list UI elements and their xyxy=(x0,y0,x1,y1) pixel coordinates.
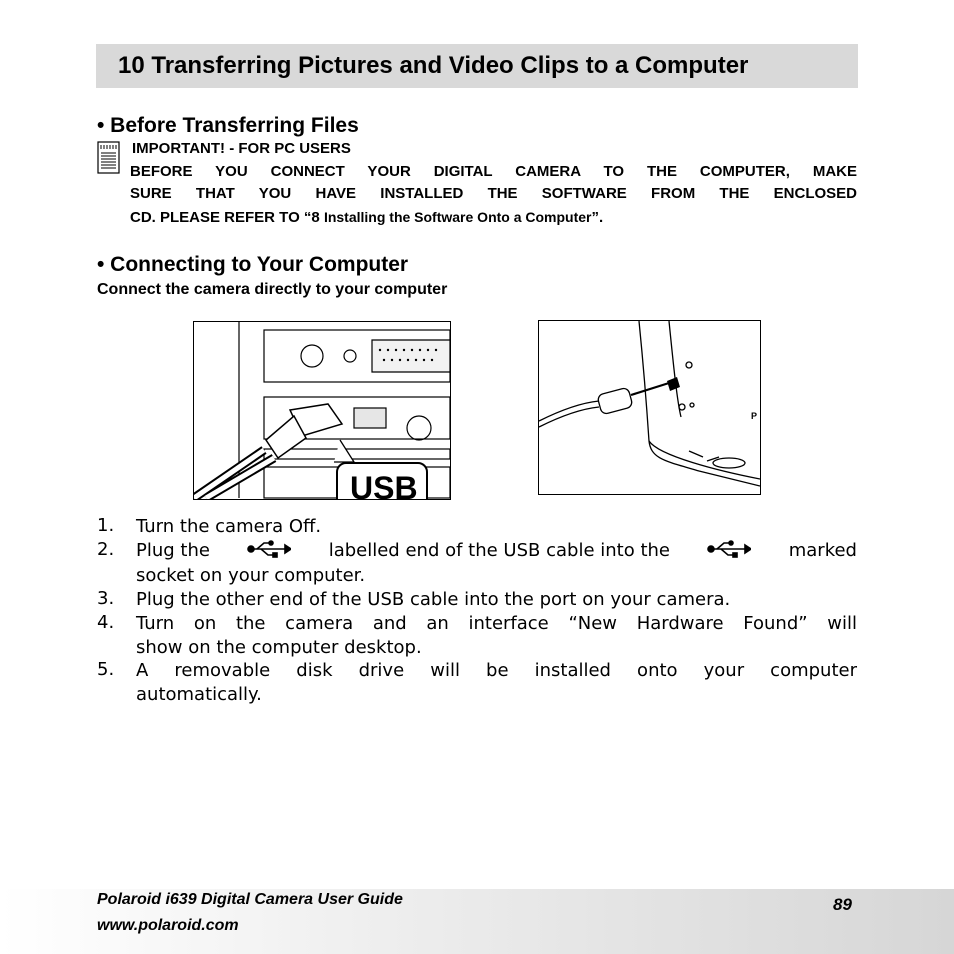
footer-url[interactable]: www.polaroid.com xyxy=(97,917,239,934)
important-note-line-3 xyxy=(130,209,603,227)
step-4-line-2: show on the computer desktop. xyxy=(136,637,422,658)
step-4-number: 4. xyxy=(97,612,115,633)
usb-symbol-icon xyxy=(247,539,291,559)
section-heading-before-transferring: • Before Transferring Files xyxy=(97,114,359,137)
step-3-text: Plug the other end of the USB cable into the port on your camera. xyxy=(136,589,731,610)
step-1-text: Turn the camera Off. xyxy=(136,516,322,537)
page-title: 10 Transferring Pictures and Video Clips to a Computer xyxy=(96,44,858,88)
note-ref-title: Installing the Software Onto a Computer xyxy=(323,209,592,225)
important-note-line-2: SURE THAT YOU HAVE INSTALLED THE SOFTWARE FROM THE ENCLOSED xyxy=(130,185,857,202)
step-2-number: 2. xyxy=(97,539,115,560)
important-note-label: IMPORTANT! - FOR PC USERS xyxy=(132,140,351,157)
usb-badge: USB xyxy=(350,470,418,506)
step-5-line-1: A removable disk drive will be installed onto your computer xyxy=(136,660,857,681)
camera-usb-port-illustration xyxy=(538,320,761,495)
panel-letter-mark: P xyxy=(751,411,758,421)
note-ref-prefix: CD. PLEASE REFER TO “8 xyxy=(130,209,324,226)
note-ref-suffix: ”. xyxy=(591,209,604,226)
section-subheading: Connect the camera directly to your computer xyxy=(97,281,448,298)
step-4-line-1: Turn on the camera and an interface “New Hardware Found” will xyxy=(136,613,857,634)
step-2-line-2: socket on your computer. xyxy=(136,565,366,586)
footer-guide-title: Polaroid i639 Digital Camera User Guide xyxy=(97,891,403,908)
step-2-line-1 xyxy=(136,539,857,563)
step-2-part-1: Plug the xyxy=(136,540,210,561)
important-note-line-1: BEFORE YOU CONNECT YOUR DIGITAL CAMERA TO THE COMPUTER, MAKE xyxy=(130,163,857,180)
step-1-number: 1. xyxy=(97,515,115,536)
step-5-line-2: automatically. xyxy=(136,684,262,705)
camera-side-drawing xyxy=(539,321,760,494)
step-3-number: 3. xyxy=(97,588,115,609)
step-2-part-3: marked xyxy=(788,540,857,561)
step-5-number: 5. xyxy=(97,659,115,680)
page-number: 89 xyxy=(833,895,852,914)
step-2-part-2: labelled end of the USB cable into the xyxy=(328,540,670,561)
section-heading-connecting: • Connecting to Your Computer xyxy=(97,253,409,276)
computer-usb-port-illustration xyxy=(193,321,451,506)
memo-icon xyxy=(97,141,121,175)
usb-symbol-icon xyxy=(707,539,751,559)
